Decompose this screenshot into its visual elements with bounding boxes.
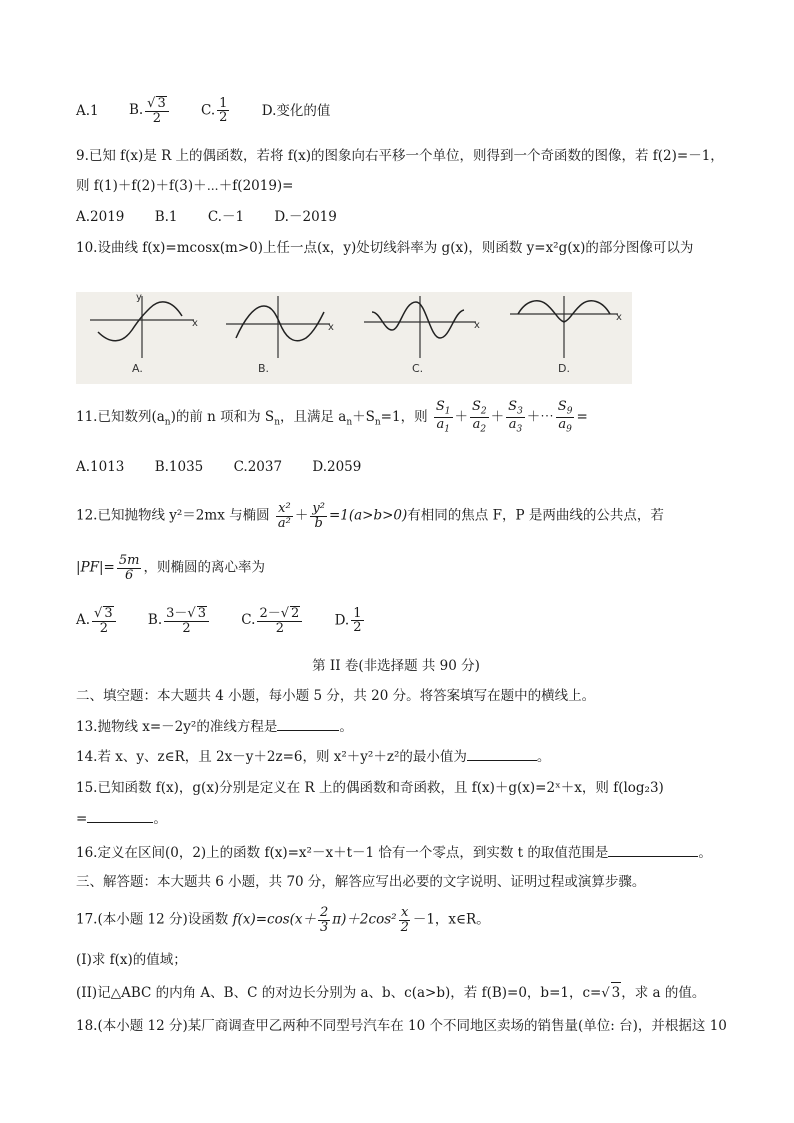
q10-axis-x-c: x	[474, 320, 480, 331]
q18-line1: 18.(本小题 12 分)某厂商调查甲乙两种不同型号汽车在 10 个不同地区卖场的销售量(单位: 台)，并根据这 10	[76, 1018, 727, 1034]
q17-frac-2-3: $\frac{2}{3}$	[320, 905, 329, 935]
q12-line1: 12.已知抛物线 y²＝2mx 与椭圆 $\frac{\text{x²}}{\text{a²}}$ ＋ $\frac{\text{y²}}{b}$ =1(a>b>0)有相同的焦点 F，P 是两曲线的公共点，若	[76, 501, 664, 531]
q10-graph-b	[222, 292, 342, 384]
q9-option-b: B.1	[154, 208, 178, 225]
q12-options	[76, 606, 392, 635]
q17-frac-x-2: $\frac{x}{2}$	[400, 905, 409, 935]
q11-option-b: B.1035	[154, 458, 204, 475]
q12-option-a: A. $\frac{√ 3}{2}$	[76, 606, 118, 635]
q10-graph-label-b: B.	[258, 362, 270, 375]
q10-graph-a	[86, 292, 206, 384]
q14-answer-blank[interactable]	[467, 746, 537, 761]
q11-text: 11.已知数列$(a_n)$的前 n 项和为 $S_n$，且满足 $a_n+S_n=1$，则 $\frac{S_1}{a_1}$ ＋ $\frac{S_2}{a_2}$ ＋ $\frac{S_3}{a_3}$ ＋⋯ $\frac{S_9}{a_9}$ =	[76, 399, 588, 435]
q10-axis-x: x	[192, 318, 198, 329]
section2-heading: 二、填空题：本大题共 4 小题，每小题 5 分，共 20 分。将答案填写在题中的横线上。	[76, 688, 596, 704]
q9-line2: 则 f(1)＋f(2)＋f(3)＋⋯＋f(2019)=	[76, 178, 294, 194]
q17-line1: 17.(本小题 12 分)设函数 f(x)=cos(x＋ $\frac{2}{3}$ π)＋2cos² $\frac{x}{2}$ －1，x∈R。	[76, 905, 490, 935]
q8-option-b: B. $\frac{√ 3}{2}$	[129, 96, 171, 125]
q10-axis-y: y	[136, 292, 142, 303]
q16-answer-blank[interactable]	[608, 842, 698, 857]
q11-options	[76, 456, 387, 477]
q13: 13.抛物线 x=－2y²的准线方程是 。	[76, 716, 353, 737]
q10-graph-panel	[76, 292, 632, 384]
q10-graph-label-c: C.	[412, 362, 424, 375]
q10-graph-d	[506, 292, 626, 384]
q12-option-d: D. $\frac{1}{2}$	[334, 605, 362, 636]
q9-option-c: C.－1	[207, 208, 245, 225]
q8-option-c: C. $\frac{1}{2}$	[201, 95, 228, 126]
q15-answer-blank[interactable]	[87, 808, 153, 823]
part2-title: 第 II 卷(非选择题 共 90 分)	[312, 658, 480, 674]
q10-axis-x-d: x	[616, 312, 622, 323]
q9-option-d: D.－2019	[274, 208, 337, 225]
q11-option-d: D.2059	[312, 458, 362, 475]
q12-option-c: C. $\frac{2-√ 2}{2}$	[241, 606, 304, 635]
q12-frac-x: $\frac{\text{x²}}{\text{a²}}$	[277, 501, 291, 531]
q10-graph-c	[360, 292, 480, 384]
q15-line1: 15.已知函数 f(x)，g(x)分别是定义在 R 上的偶函数和奇函救，且 f(x)＋g(x)=2ˣ＋x，则 f(log₂3)	[76, 780, 664, 796]
q15-line2: = 。	[76, 808, 167, 829]
q11-option-a: A.1013	[76, 458, 125, 475]
q12-frac-y: $\frac{\text{y²}}{b}$	[312, 501, 325, 531]
q11-frac-9: $\frac{S_9}{a_9}$	[557, 399, 573, 435]
q17-part2: (II)记△ABC 的内角 A、B、C 的对边长分别为 a、b、c(a>b)，若 f(B)=0，b=1，c=√ 3，求 a 的值。	[76, 982, 705, 1004]
q8-options	[76, 96, 356, 125]
q10-axis-x-b: x	[328, 322, 334, 333]
q12-line2: |PF|= $\frac{5m}{6}$ ，则椭圆的离心率为	[76, 553, 265, 583]
q10-text: 10.设曲线 f(x)=mcosx(m>0)上任一点(x，y)处切线斜率为 g(x)，则函数 y=x²g(x)的部分图像可以为	[76, 240, 694, 256]
q17-part1: (I)求 f(x)的值域；	[76, 952, 187, 968]
q9-line1: 9.已知 f(x)是 R 上的偶函数，若将 f(x)的图象向右平移一个单位，则得到一个奇函数的图像，若 f(2)=－1，	[76, 148, 724, 164]
q8-option-a: A.1	[76, 102, 99, 119]
q11-frac-3: $\frac{S_3}{a_3}$	[508, 399, 523, 435]
section3-heading: 三、解答题：本大题共 6 小题，共 70 分，解答应写出必要的文字说明、证明过程或演算步骤。	[76, 874, 646, 890]
q8-option-d: D.变化的值	[261, 102, 331, 119]
q12-option-b: B. $\frac{3-√ 3}{2}$	[148, 606, 211, 635]
q9-option-a: A.2019	[76, 208, 125, 225]
q11-option-c: C.2037	[233, 458, 283, 475]
q16: 16.定义在区间(0，2)上的函数 f(x)=x²－x＋t－1 恰有一个零点，到实数 t 的取值范围是 。	[76, 842, 712, 863]
q11-frac-2: $\frac{S_2}{a_2}$	[472, 399, 487, 435]
q9-options	[76, 206, 363, 227]
q10-graph-label-a: A.	[132, 362, 143, 375]
q12-frac-pf: $\frac{5m}{6}$	[118, 553, 140, 583]
q13-answer-blank[interactable]	[277, 716, 339, 731]
q11-frac-1: $\frac{S_1}{a_1}$	[435, 399, 451, 435]
q10-graph-label-d: D.	[558, 362, 570, 375]
q14: 14.若 x、y、z∈R，且 2x－y＋2z=6，则 x²＋y²＋z²的最小值为 。	[76, 746, 550, 767]
